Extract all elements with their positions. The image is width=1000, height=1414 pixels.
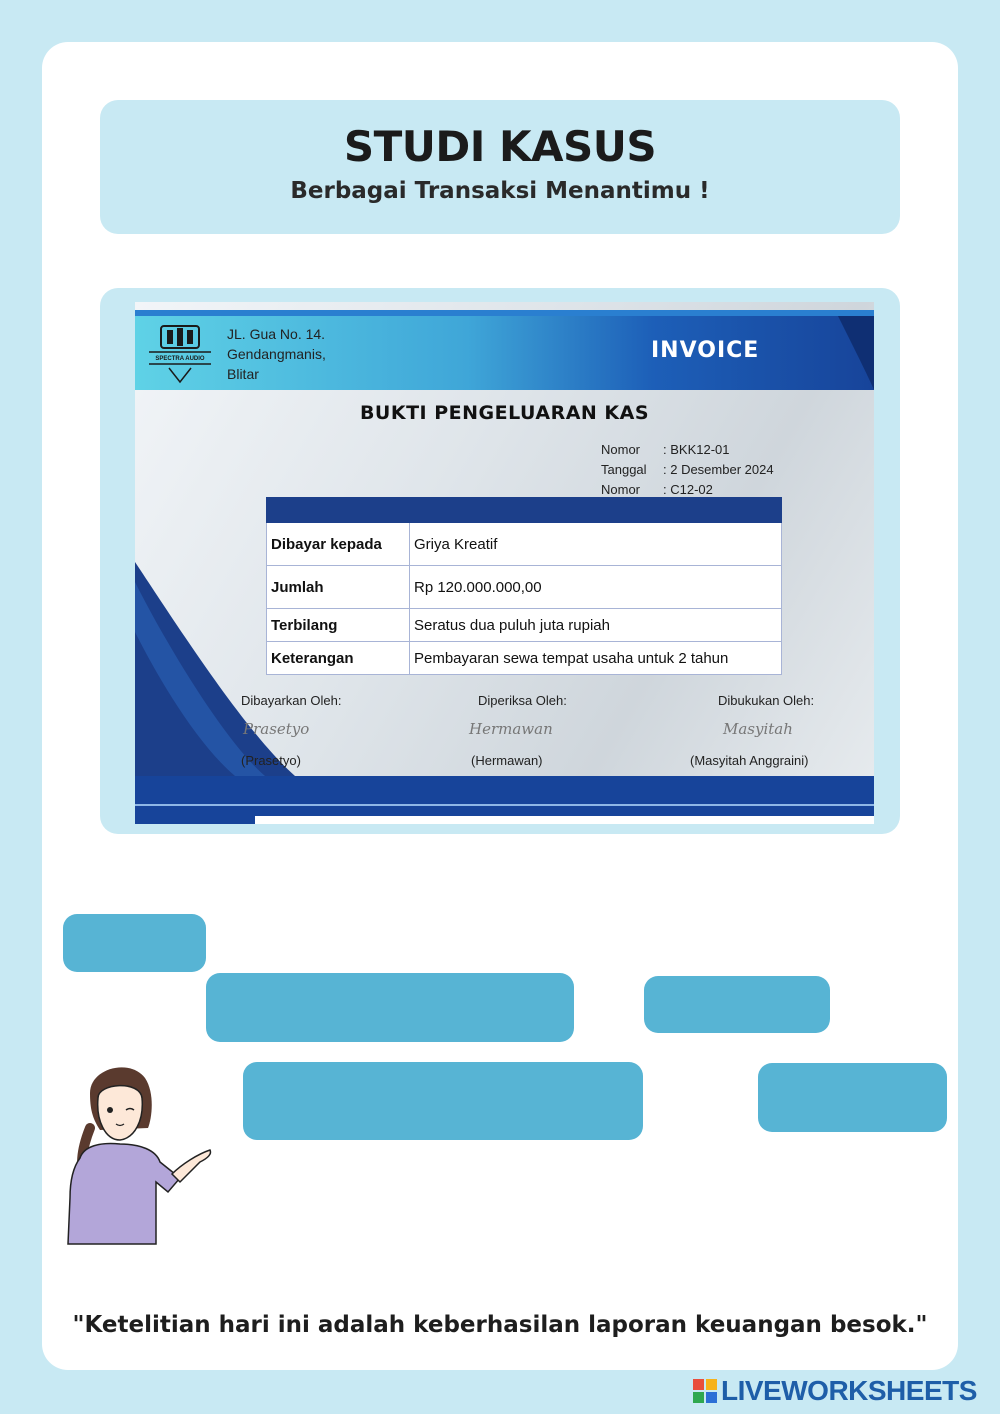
row-key: Dibayar kepada — [267, 523, 410, 566]
row-value: Rp 120.000.000,00 — [410, 566, 782, 609]
table-row — [267, 642, 782, 675]
address-line: Gendangmanis, — [227, 346, 326, 362]
meta-label: Nomor — [601, 442, 641, 457]
row-value: Seratus dua puluh juta rupiah — [410, 609, 782, 642]
girl-illustration — [60, 1058, 220, 1248]
row-key: Keterangan — [267, 642, 410, 675]
table-header-row — [267, 498, 782, 523]
signature-name: (Hermawan) — [471, 753, 543, 768]
table-row — [267, 523, 782, 566]
table-row — [267, 566, 782, 609]
meta-label: Nomor — [601, 482, 641, 497]
liveworksheets-brand — [693, 1376, 977, 1406]
signature-name: (Masyitah Anggraini) — [690, 753, 809, 768]
motivational-quote: "Ketelitian hari ini adalah keberhasilan laporan keuangan besok." — [72, 1312, 928, 1338]
company-address — [227, 324, 326, 384]
answer-box-2[interactable] — [206, 973, 574, 1042]
row-key: Jumlah — [267, 566, 410, 609]
invoice-image — [135, 302, 874, 824]
document-title: BUKTI PENGELUARAN KAS — [359, 402, 650, 424]
signature-role: Dibayarkan Oleh: — [241, 693, 342, 708]
answer-box-3[interactable] — [644, 976, 830, 1033]
meta-label: Tanggal — [601, 462, 647, 477]
liveworksheets-logo-icon — [693, 1379, 717, 1403]
meta-value: : C12-02 — [663, 482, 713, 497]
invoice-label: INVOICE — [651, 338, 760, 363]
header-panel — [100, 100, 900, 234]
invoice-details-table — [266, 497, 782, 675]
signature-mark: Masyitah — [723, 720, 793, 738]
document-meta — [601, 440, 774, 500]
brand-name: LIVEWORKSHEETS — [721, 1375, 977, 1406]
signature-role: Dibukukan Oleh: — [718, 693, 815, 708]
signature-mark: Hermawan — [469, 720, 553, 738]
page-subtitle: Berbagai Transaksi Menantimu ! — [290, 178, 710, 204]
signature-name: (Prasetyo) — [241, 753, 301, 768]
row-key: Terbilang — [267, 609, 410, 642]
table-row — [267, 609, 782, 642]
row-value: Pembayaran sewa tempat usaha untuk 2 tahun — [410, 642, 782, 675]
invoice-left-swoosh — [135, 562, 295, 776]
meta-value: : BKK12-01 — [663, 442, 730, 457]
address-line: Blitar — [227, 366, 259, 382]
answer-box-4[interactable] — [243, 1062, 643, 1140]
spectra-audio-logo — [147, 320, 213, 386]
invoice-bottom-banner — [135, 776, 874, 824]
answer-box-5[interactable] — [758, 1063, 947, 1132]
answer-box-1[interactable] — [63, 914, 206, 972]
page-title: STUDI KASUS — [343, 122, 657, 171]
signature-role: Diperiksa Oleh: — [478, 693, 567, 708]
logo-text: SPECTRA AUDIO — [155, 356, 205, 362]
address-line: JL. Gua No. 14. — [227, 326, 326, 342]
meta-value: : 2 Desember 2024 — [663, 462, 774, 477]
row-value: Griya Kreatif — [410, 523, 782, 566]
signature-mark: Prasetyo — [243, 720, 310, 738]
